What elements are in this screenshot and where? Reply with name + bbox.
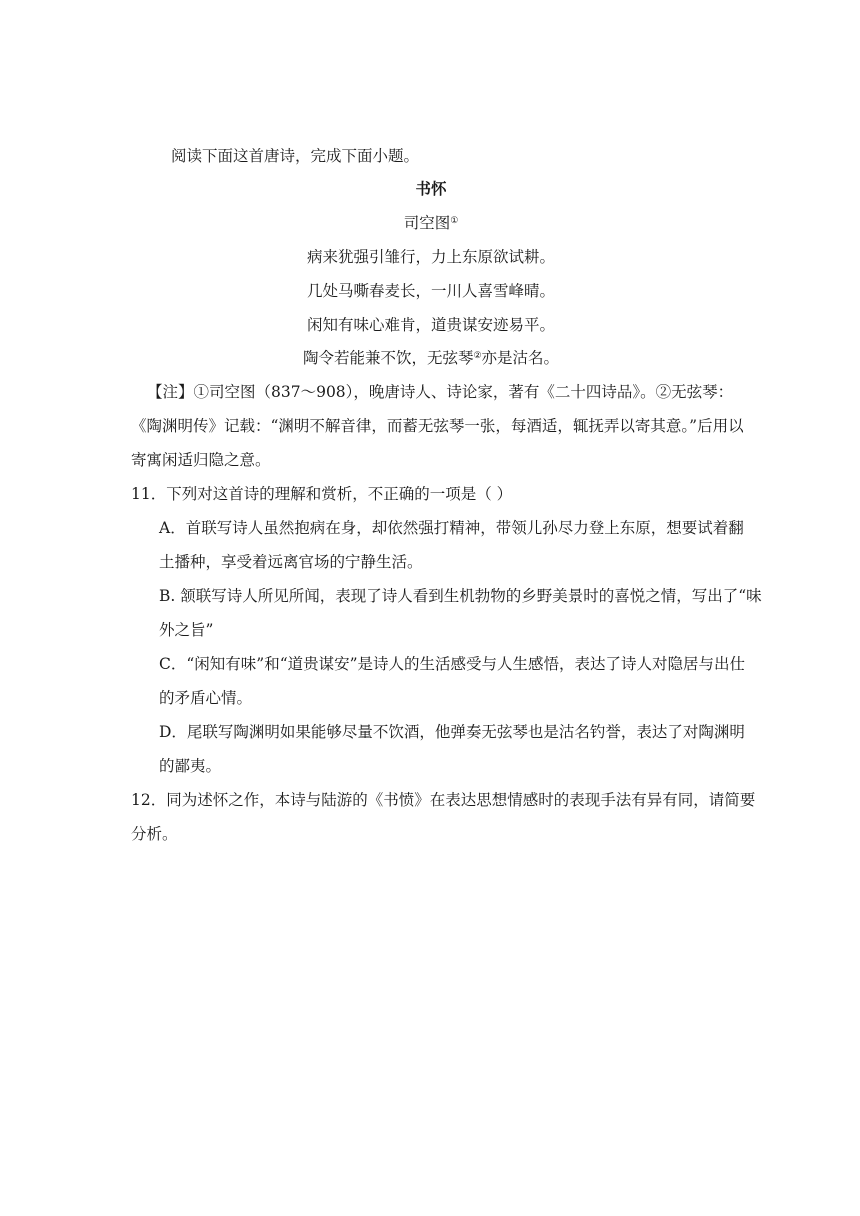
poem-line-3: 闲知有味心难肯，道贵谋安迹易平。 xyxy=(306,316,555,334)
poem-line-2: 几处马嘶春麦长，一川人喜雪峰晴。 xyxy=(306,282,555,300)
option-c-line-1: C．“闲知有味”和“道贵谋安”是诗人的生活感受与人生感悟，表达了诗人对隐居与出仕 xyxy=(159,655,746,673)
poem-line-4-part1: 陶令若能兼不饮，无弦琴 xyxy=(302,349,474,367)
question-12-line-1: 12．同为述怀之作，本诗与陆游的《书愤》在表达思想情感时的表现手法有异有同，请简要 xyxy=(131,791,756,809)
option-d-line-2: 的鄙夷。 xyxy=(159,757,222,775)
note-line-2: 《陶渊明传》记载：“渊明不解音律，而蓄无弦琴一张，每酒适，辄抚弄以寄其意。”后用以 xyxy=(131,417,744,435)
poem-title: 书怀 xyxy=(415,180,447,198)
author-note-mark: ① xyxy=(450,216,459,226)
poem-line-1: 病来犹强引雏行，力上东原欲试耕。 xyxy=(306,248,555,266)
option-a-line-1: A．首联写诗人虽然抱病在身，却依然强打精神，带领儿孙尽力登上东原，想要试着翻 xyxy=(159,519,744,537)
poem-line-4-part2: 亦是沽名。 xyxy=(481,349,560,367)
option-c-line-2: 的矛盾心情。 xyxy=(159,689,253,707)
option-a-line-2: 土播种，享受着远离官场的宁静生活。 xyxy=(159,553,423,571)
question-12-line-2: 分析。 xyxy=(131,825,178,843)
poem-author xyxy=(131,213,731,233)
option-b-line-1: B. 颔联写诗人所见所闻，表现了诗人看到生机勃物的乡野美景时的喜悦之情，写出了“味 xyxy=(159,587,762,605)
note-line-1: 【注】①司空图（837～908），晚唐诗人、诗论家，著有《二十四诗品》。②无弦琴： xyxy=(147,383,734,401)
note-line-3: 寄寓闲适归隐之意。 xyxy=(131,451,271,469)
poem-line-4 xyxy=(131,348,731,368)
poem-author-name: 司空图 xyxy=(403,214,451,232)
question-11-stem: 11．下列对这首诗的理解和赏析，不正确的一项是（ ） xyxy=(131,485,513,503)
poem-line-4-mark: ② xyxy=(473,351,482,361)
intro-text: 阅读下面这首唐诗，完成下面小题。 xyxy=(171,147,420,165)
option-d-line-1: D．尾联写陶渊明如果能够尽量不饮酒，他弹奏无弦琴也是沽名钓誉，表达了对陶渊明 xyxy=(159,723,745,741)
option-b-line-2: 外之旨” xyxy=(159,621,214,639)
